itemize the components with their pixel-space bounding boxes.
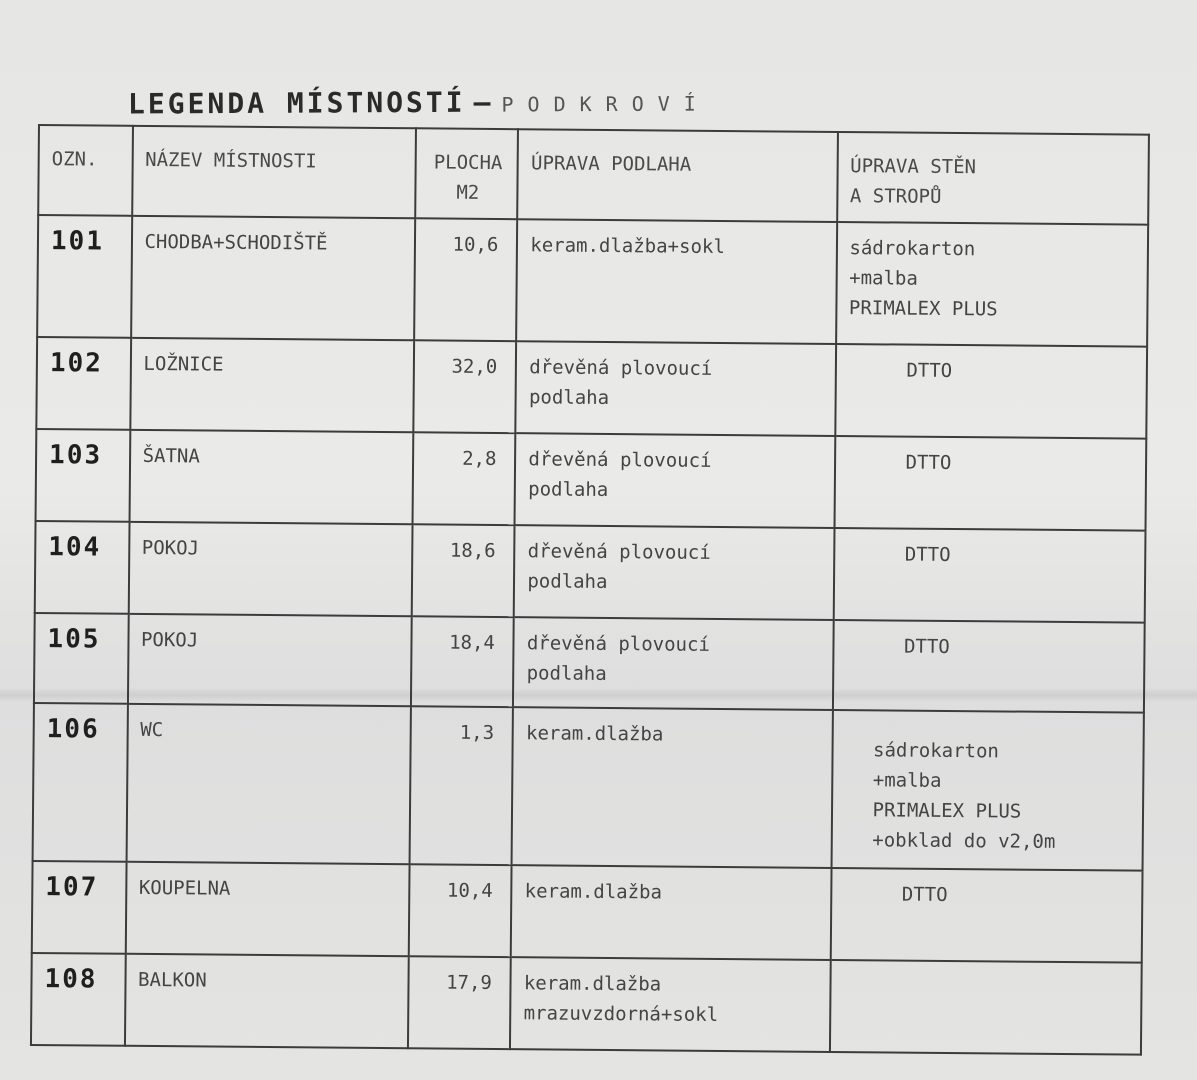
table-row [35,521,1146,623]
title-separator: — [473,85,494,119]
header-podlaha: ÚPRAVA PODLAHA [518,129,838,222]
cell-plocha: 32,0 [414,340,517,433]
table-row [36,337,1147,439]
cell-ozn: 105 [34,613,128,704]
cell-steny: sádrokarton +malba PRIMALEX PLUS [836,222,1149,347]
cell-plocha: 18,4 [411,616,514,707]
cell-podlaha: dřevěná plovoucí podlaha [515,433,835,528]
cell-nazev: CHODBA+SCHODIŠTĚ [131,216,416,340]
cell-plocha: 2,8 [413,432,516,525]
room-legend-table [30,124,1150,1056]
cell-podlaha: dřevěná plovoucí podlaha [514,525,834,620]
header-nazev: NÁZEV MÍSTNOSTI [132,126,417,218]
header-plocha: PLOCHA M2 [416,128,519,219]
cell-ozn: 101 [37,215,132,338]
table-row [36,429,1147,531]
table-header [38,125,1149,225]
title-main: LEGENDA MÍSTNOSTÍ [127,85,466,121]
cell-nazev: KOUPELNA [125,862,410,956]
cell-plocha: 10,6 [415,218,518,341]
cell-nazev: LOŽNICE [130,338,415,432]
cell-podlaha: dřevěná plovoucí podlaha [513,617,833,710]
cell-ozn: 107 [32,861,126,954]
cell-steny: DTTO [834,436,1146,531]
cell-ozn: 108 [31,953,125,1046]
cell-nazev: BALKON [124,954,409,1048]
title-subtitle: PODKROVÍ [501,91,710,117]
cell-podlaha: keram.dlažba [512,707,833,868]
cell-plocha: 17,9 [408,956,511,1049]
cell-plocha: 1,3 [410,706,513,865]
cell-steny: DTTO [835,344,1147,439]
header-ozn: OZN. [38,125,132,216]
table-row [37,215,1148,347]
cell-plocha: 10,4 [409,864,512,957]
table-row [33,703,1144,871]
cell-podlaha: dřevěná plovoucí podlaha [516,341,836,436]
cell-podlaha: keram.dlažba [511,865,831,960]
table-row [31,953,1142,1055]
cell-podlaha: keram.dlažba mrazuvzdorná+sokl [510,957,830,1052]
header-steny: ÚPRAVA STĚN A STROPŮ [837,132,1149,225]
header-row [38,125,1149,225]
cell-plocha: 18,6 [412,524,515,617]
cell-steny: DTTO [833,528,1145,623]
cell-nazev: POKOJ [128,522,413,616]
table-body [31,215,1148,1055]
cell-steny: DTTO [832,620,1144,713]
cell-steny: sádrokarton +malba PRIMALEX PLUS +obklad do v2,0m [831,710,1144,871]
cell-ozn: 102 [36,337,130,430]
cell-nazev: POKOJ [127,614,412,706]
cell-ozn: 104 [35,521,129,614]
cell-nazev: ŠATNA [129,430,414,524]
cell-nazev: WC [126,704,411,864]
table-row [34,613,1145,713]
cell-podlaha: keram.dlažba+sokl [517,219,837,344]
document-title [128,84,710,120]
cell-steny [829,960,1141,1055]
cell-ozn: 106 [33,703,128,862]
cell-steny: DTTO [830,868,1142,963]
table-row [32,861,1143,963]
cell-ozn: 103 [36,429,130,522]
